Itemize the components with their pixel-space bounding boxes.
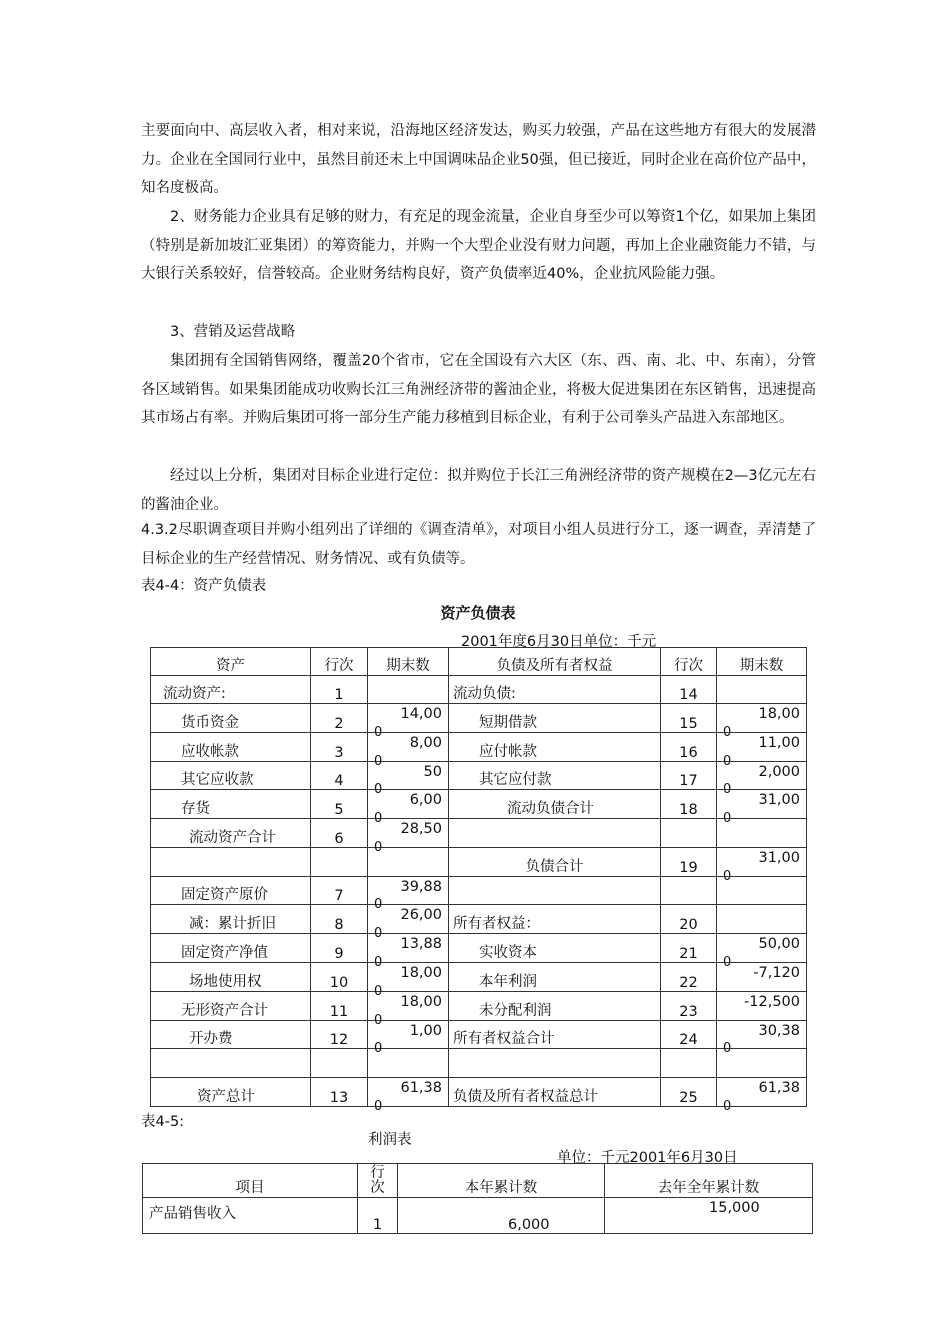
table-row [151,877,807,905]
amount-cell [717,704,807,740]
amount-cell [717,934,807,970]
table-row [151,934,807,963]
row-number-cell: 16 [661,733,717,762]
row-number-cell: 17 [661,762,717,790]
liability-label-cell: 实收资本 [449,934,661,963]
amount-cell [368,704,449,740]
overflow-mark: 0 [374,1041,383,1056]
overflow-mark: 0 [723,1041,732,1056]
liability-label-cell: 流动负债: [449,676,661,704]
row-number-cell: 12 [311,1021,368,1049]
amount-cell [717,992,807,1021]
row-number-cell: 13 [311,1078,368,1107]
overflow-mark: 0 [374,782,383,797]
amount-value: 2,000 [758,764,800,780]
overflow-mark: 0 [374,725,383,740]
row-number-cell: 23 [661,992,717,1021]
overflow-mark: 0 [723,955,732,970]
table-row [151,1049,807,1078]
last-year-amount: 15,000 [605,1198,813,1234]
balance-header-cell: 行次 [661,648,717,676]
income-header-cell: 本年累计数 [398,1164,605,1198]
income-statement-title: 利润表 [368,1132,412,1148]
table-row [151,676,807,704]
liability-label-cell: 负债合计 [449,848,661,877]
row-number-cell: 21 [661,934,717,963]
amount-value: 11,00 [758,735,800,751]
income-statement-subtitle: 单位：千元2001年6月30日 [557,1150,738,1166]
asset-label-cell: 固定资产净值 [151,934,311,963]
table-row [151,992,807,1021]
income-header-cell: 去年全年累计数 [605,1164,813,1198]
amount-value: 50,00 [758,936,800,952]
amount-value: 39,88 [400,879,442,895]
amount-cell [368,790,449,826]
amount-cell [717,762,807,797]
asset-label-cell: 开办费 [151,1021,311,1049]
row-number-cell: 14 [661,676,717,704]
amount-value: 18,00 [400,965,442,981]
asset-label-cell: 应收帐款 [151,733,311,762]
amount-cell [368,848,449,877]
amount-cell [717,733,807,769]
current-year-amount: 6,000 [398,1198,605,1234]
amount-cell [368,905,449,941]
row-number-cell [661,819,717,848]
balance-header-cell: 行次 [311,648,368,676]
overflow-mark: 0 [374,897,383,912]
asset-label-cell [151,1049,311,1078]
liability-label-cell [449,877,661,905]
item-label-cell: 产品销售收入 [143,1198,358,1234]
overflow-mark: 0 [723,811,732,826]
asset-label-cell: 减：累计折旧 [151,905,311,934]
table-row [151,963,807,992]
row-number-cell [311,1049,368,1078]
table-row [151,819,807,848]
amount-cell [717,819,807,848]
amount-value: 6,00 [409,792,442,808]
overflow-mark: 0 [374,1099,383,1114]
asset-label-cell: 其它应收款 [151,762,311,790]
liability-label-cell: 短期借款 [449,704,661,733]
liability-label-cell: 本年利润 [449,963,661,992]
paragraph-marketing-heading: 3、营销及运营战略 [170,324,296,340]
row-number-cell: 15 [661,704,717,733]
liability-label-cell: 其它应付款 [449,762,661,790]
amount-cell [368,877,449,912]
liability-label-cell: 负债及所有者权益总计 [449,1078,661,1107]
asset-label-cell: 无形资产合计 [151,992,311,1021]
amount-cell [717,877,807,905]
row-number-cell: 3 [311,733,368,762]
liability-label-cell: 未分配利润 [449,992,661,1021]
amount-cell [368,1078,449,1114]
asset-label-cell: 存货 [151,790,311,819]
row-number-cell [661,877,717,905]
row-number-cell: 1 [311,676,368,704]
overflow-mark: 0 [374,1013,383,1028]
amount-value: -7,120 [753,965,800,981]
row-number-cell [661,1049,717,1078]
asset-label-cell: 货币资金 [151,704,311,733]
amount-value: 26,00 [400,907,442,923]
amount-value: 61,38 [758,1080,800,1096]
amount-value: 14,00 [400,706,442,722]
liability-label-cell [449,819,661,848]
amount-value: 31,00 [758,850,800,866]
amount-value: 18,00 [758,706,800,722]
asset-label-cell [151,848,311,877]
table-row [151,1021,807,1049]
overflow-mark: 0 [374,754,383,769]
liability-label-cell: 流动负债合计 [449,790,661,819]
table-row [151,790,807,819]
row-number-cell: 22 [661,963,717,992]
amount-cell [717,848,807,884]
overflow-mark: 0 [723,754,732,769]
amount-cell [717,1049,807,1078]
table-row [151,848,807,877]
amount-cell [368,934,449,970]
balance-header-cell: 负债及所有者权益 [449,648,661,676]
table-row [151,762,807,790]
asset-label-cell: 资产总计 [151,1078,311,1107]
row-number-cell: 1 [358,1198,398,1234]
balance-sheet-subtitle: 2001年度6月30日单位：千元 [461,634,657,650]
liability-label-cell: 所有者权益： [449,905,661,934]
amount-cell [717,676,807,704]
overflow-mark: 0 [723,1099,732,1114]
table-4-4-caption: 表4-4：资产负债表 [141,578,267,594]
table-4-5-caption: 表4-5: [141,1114,185,1130]
overflow-mark: 0 [374,840,383,855]
amount-value: 30,38 [758,1023,800,1039]
row-number-cell: 6 [311,819,368,848]
asset-label-cell: 固定资产原价 [151,877,311,905]
row-number-cell: 11 [311,992,368,1021]
amount-value: 13,88 [400,936,442,952]
amount-cell [717,905,807,934]
income-statement-table [142,1163,813,1234]
row-number-cell: 5 [311,790,368,819]
asset-label-cell: 场地使用权 [151,963,311,992]
asset-label-cell: 流动资产合计 [151,819,311,848]
amount-value: -12,500 [744,994,800,1010]
balance-header-cell: 期末数 [368,648,449,676]
row-number-cell: 24 [661,1021,717,1049]
amount-cell [368,1049,449,1078]
row-number-cell: 8 [311,905,368,934]
row-number-cell: 9 [311,934,368,963]
table-header-row [143,1164,813,1198]
amount-cell [368,762,449,797]
row-number-cell: 10 [311,963,368,992]
balance-sheet-title: 资产负债表 [440,604,516,622]
overflow-mark: 0 [374,926,383,941]
table-row [143,1198,813,1234]
table-row [151,905,807,934]
row-number-cell: 19 [661,848,717,877]
amount-value: 28,50 [400,821,442,837]
row-number-cell [311,848,368,877]
amount-value: 50 [423,764,442,780]
liability-label-cell: 所有者权益合计 [449,1021,661,1049]
overflow-mark: 0 [723,782,732,797]
amount-value: 8,00 [409,735,442,751]
paragraph-sales-network: 集团拥有全国销售网络，覆盖20个省市，它在全国设有六大区（东、西、南、北、中、东南），分管各区域销售。如果集团能成功收购长江三角洲经济带的酱油企业，将极大促进集团在东区销售，迅速提高其市场占有率。并购后集团可将一部分生产能力移植到目标企业，有利于公司拳头产品进入东部地区。 [141,353,816,427]
amount-cell [717,790,807,826]
overflow-mark: 0 [374,984,383,999]
paragraph-market: 主要面向中、高层收入者，相对来说，沿海地区经济发达，购买力较强，产品在这些地方有很大的发展潜力。企业在全国同行业中，虽然目前还未上中国调味品企业50强，但已接近，同时企业在高价位产品中，知名度极高。 [141,123,816,197]
amount-cell [368,1021,449,1056]
amount-cell [368,676,449,704]
amount-cell [368,963,449,999]
amount-cell [717,1021,807,1056]
overflow-mark: 0 [374,955,383,970]
asset-label-cell: 流动资产: [151,676,311,704]
amount-cell [717,1078,807,1114]
table-row [151,704,807,733]
amount-cell [368,819,449,855]
balance-sheet-table [150,647,807,1114]
amount-value: 61,38 [400,1080,442,1096]
amount-value: 1,00 [409,1023,442,1039]
balance-header-cell: 期末数 [717,648,807,676]
amount-value: 31,00 [758,792,800,808]
row-number-cell: 20 [661,905,717,934]
paragraph-positioning: 经过以上分析，集团对目标企业进行定位：拟并购位于长江三角洲经济带的资产规模在2—3亿元左右的酱油企业。 [141,468,816,513]
liability-label-cell [449,1049,661,1078]
income-header-cell: 项目 [143,1164,358,1198]
row-number-cell: 7 [311,877,368,905]
paragraph-due-diligence: 4.3.2尽职调查项目并购小组列出了详细的《调查清单》，对项目小组人员进行分工，逐一调查，弄清楚了目标企业的生产经营情况、财务情况、或有负债等。 [141,522,816,567]
row-number-cell: 2 [311,704,368,733]
overflow-mark: 0 [723,725,732,740]
overflow-mark: 0 [374,811,383,826]
row-number-cell: 25 [661,1078,717,1107]
table-row [151,1078,807,1107]
amount-cell [368,733,449,769]
amount-value: 18,00 [400,994,442,1010]
row-number-cell: 18 [661,790,717,819]
amount-cell [368,992,449,1028]
amount-cell [717,963,807,992]
paragraph-finance: 2、财务能力企业具有足够的财力，有充足的现金流量，企业自身至少可以筹资1个亿，如果加上集团（特别是新加坡汇亚集团）的筹资能力，并购一个大型企业没有财力问题，再加上企业融资能力不错，与大银行关系较好，信誉较高。企业财务结构良好，资产负债率近40%，企业抗风险能力强。 [141,209,816,283]
row-number-cell: 4 [311,762,368,790]
income-header-cell: 行次 [358,1164,398,1198]
table-row [151,733,807,762]
balance-header-cell: 资产 [151,648,311,676]
liability-label-cell: 应付帐款 [449,733,661,762]
table-header-row [151,648,807,676]
overflow-mark: 0 [723,869,732,884]
